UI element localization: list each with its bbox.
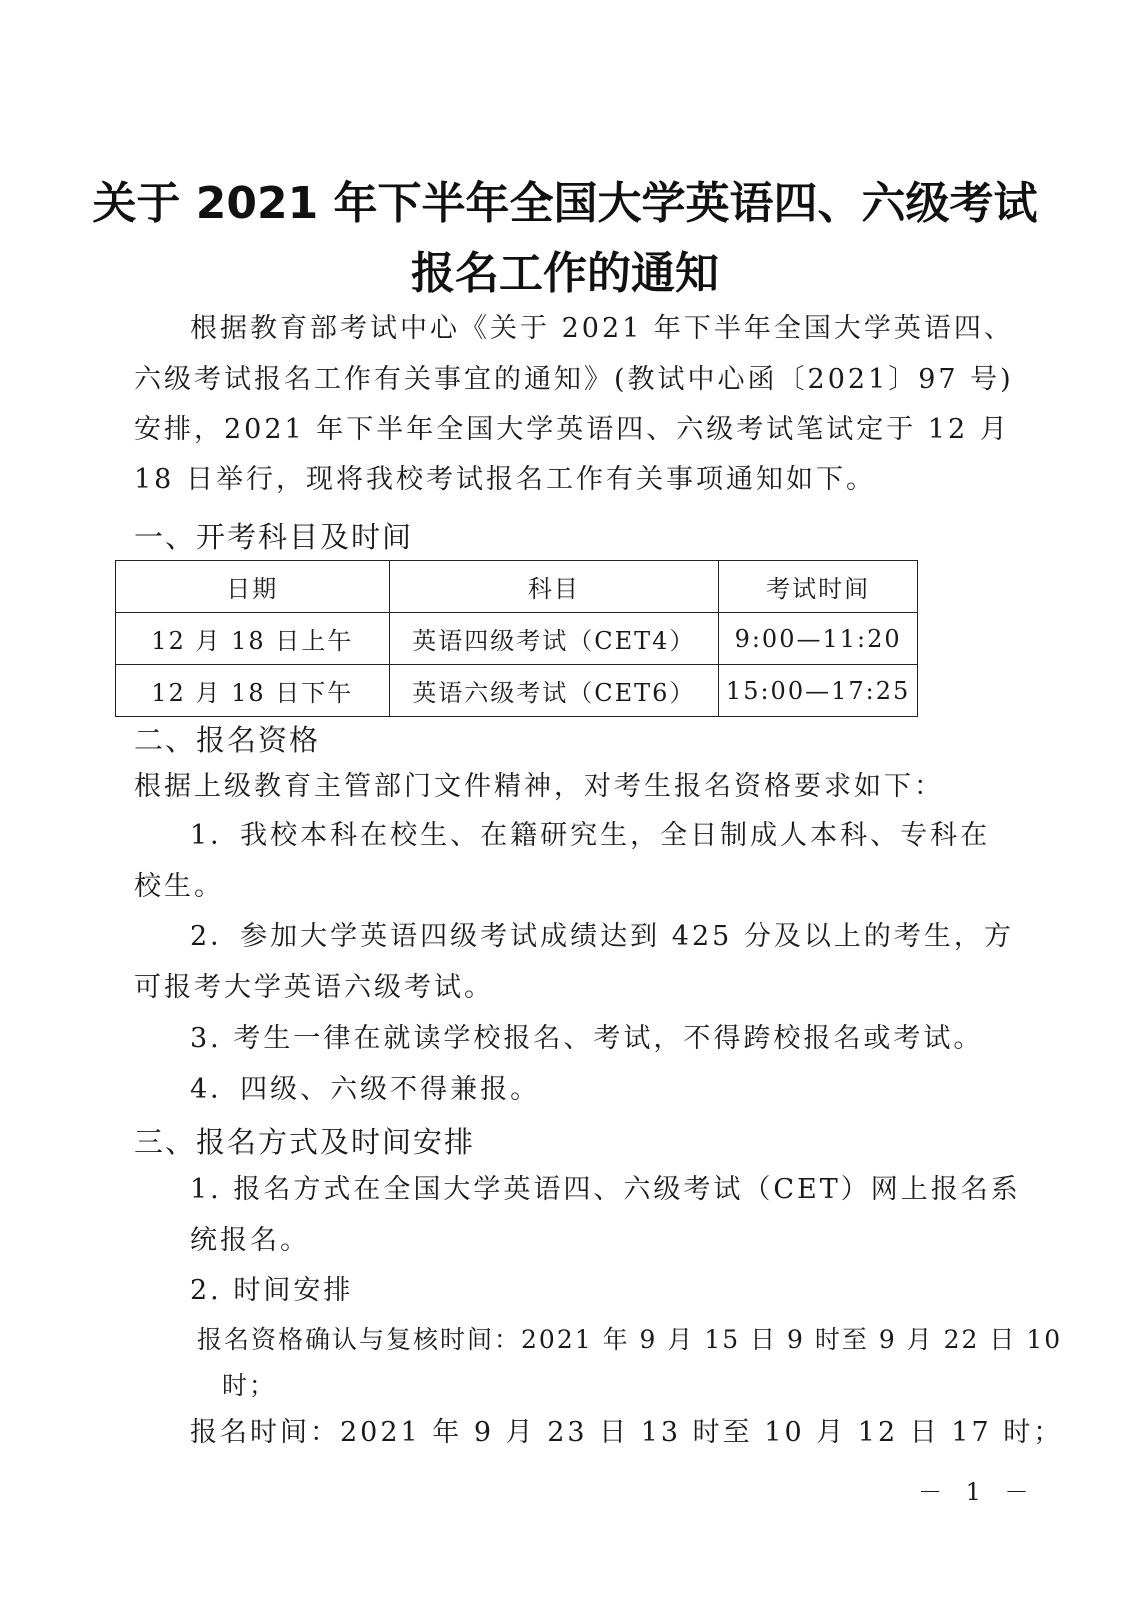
intro-line-4: 18 日举行，现将我校考试报名工作有关事项通知如下。 (134, 464, 876, 495)
table-cell-subject: 英语六级考试（CET6） (389, 665, 719, 717)
intro-line-3: 安排，2021 年下半年全国大学英语四、六级考试笔试定于 12 月 (134, 414, 1010, 445)
intro-line-2: 六级考试报名工作有关事宜的通知》(教试中心函〔2021〕97 号) (134, 364, 1014, 395)
qualification-2-line-1: 2．参加大学英语四级考试成绩达到 425 分及以上的考生，方 (190, 921, 1014, 952)
section-2-heading: 二、报名资格 (134, 723, 321, 757)
qualification-1-line-2: 校生。 (134, 871, 224, 902)
intro-line-1: 根据教育部考试中心《关于 2021 年下半年全国大学英语四、 (190, 313, 1014, 344)
exam-schedule-table (115, 560, 918, 717)
qualification-3: 3. 考生一律在就读学校报名、考试，不得跨校报名或考试。 (190, 1023, 984, 1054)
section-2-lead: 根据上级教育主管部门文件精神，对考生报名资格要求如下： (134, 771, 944, 802)
table-row (116, 665, 918, 717)
section-1-heading: 一、开考科目及时间 (134, 520, 414, 554)
document-title-line-2: 报名工作的通知 (411, 248, 719, 299)
table-header-row (116, 561, 918, 613)
method-line-1: 1. 报名方式在全国大学英语四、六级考试（CET）网上报名系 (190, 1174, 1021, 1205)
qualification-1-line-1: 1．我校本科在校生、在籍研究生，全日制成人本科、专科在 (190, 820, 991, 851)
table-row (116, 613, 918, 665)
table-header-time: 考试时间 (719, 561, 918, 613)
table-cell-time: 9:00—11:20 (719, 613, 918, 665)
section-3-heading: 三、报名方式及时间安排 (134, 1125, 476, 1159)
method-line-2: 统报名。 (190, 1225, 310, 1256)
table-cell-subject: 英语四级考试（CET4） (389, 613, 719, 665)
confirmation-time-line-2: 时； (222, 1371, 277, 1400)
table-cell-date: 12 月 18 日上午 (116, 613, 390, 665)
table-header-subject: 科目 (389, 561, 719, 613)
registration-time: 报名时间：2021 年 9 月 23 日 13 时至 10 月 12 日 17 时； (190, 1417, 1064, 1448)
table-cell-time: 15:00—17:25 (719, 665, 918, 717)
table-header-date: 日期 (116, 561, 390, 613)
qualification-2-line-2: 可报考大学英语六级考试。 (134, 972, 494, 1003)
qualification-4: 4．四级、六级不得兼报。 (190, 1074, 541, 1105)
page-number: － 1 － (918, 1478, 1037, 1506)
table-cell-date: 12 月 18 日下午 (116, 665, 390, 717)
confirmation-time-line-1: 报名资格确认与复核时间：2021 年 9 月 15 日 9 时至 9 月 22 日 10 (197, 1325, 1063, 1354)
document-title-line-1: 关于 2021 年下半年全国大学英语四、六级考试 (92, 178, 1038, 229)
schedule-heading: 2. 时间安排 (190, 1275, 354, 1306)
